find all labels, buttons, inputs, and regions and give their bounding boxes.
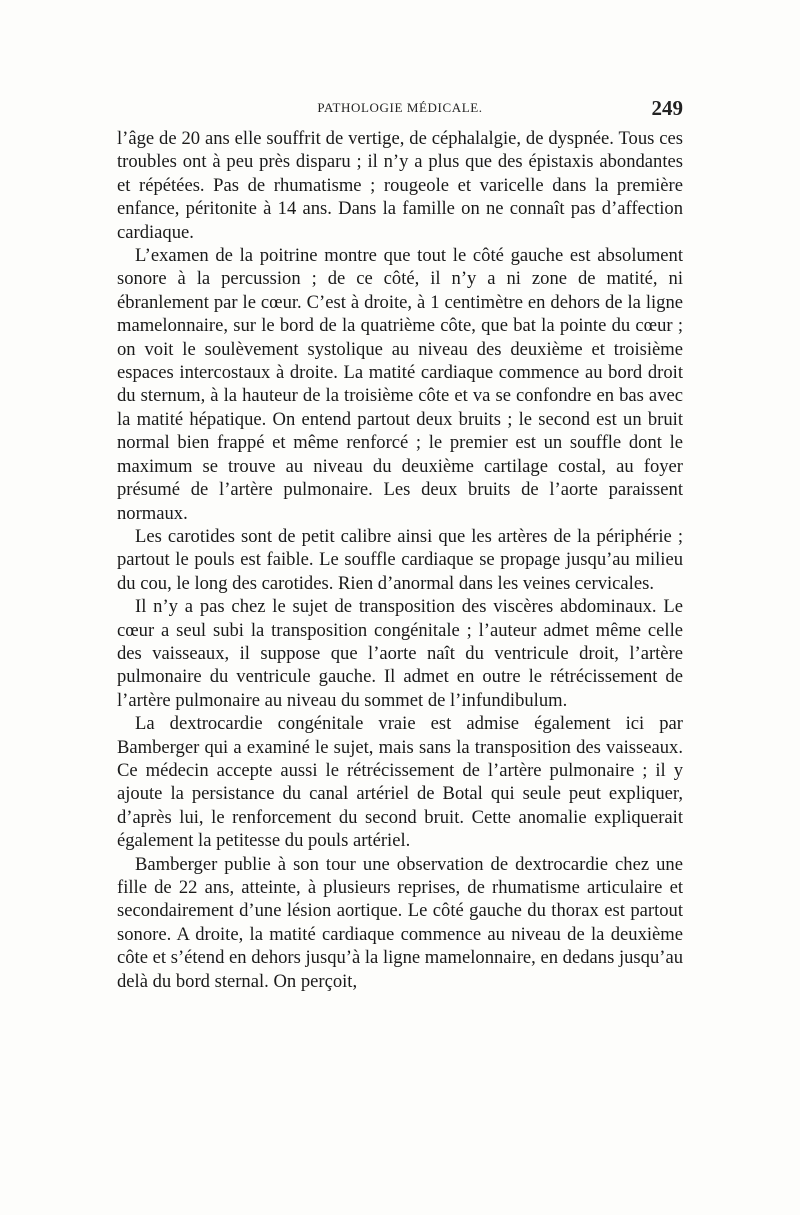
body-text	[117, 127, 683, 993]
paragraph-continuation: l’âge de 20 ans elle souffrit de vertige, de céphalalgie, de dyspnée. Tous ces troubles ont à peu près disparu ; il n’y a plus que des épistaxis abondantes et répétées. Pas de rhumatisme ; rougeole et varicelle dans la première enfance, péritonite à 14 ans. Dans la famille on ne connaît pas d’affection cardiaque.	[117, 128, 683, 243]
paragraph-transposition: Il n’y a pas chez le sujet de transposition des viscères abdominaux. Le cœur a seul subi la transposition congénitale ; l’auteur admet même celle des vaisseaux, il suppose que l’aorte naît du ventricule droit, l’artère pulmonaire du ventricule gauche. Il admet en outre le rétrécissement de l’artère pulmonaire au niveau du sommet de l’infundibulum.	[117, 596, 683, 711]
paragraph-dextrocardia: La dextrocardie congénitale vraie est admise également ici par Bamberger qui a examiné le sujet, mais sans la transposition des vaisseaux. Ce médecin accepte aussi le rétrécissement de l’artère pulmonaire ; il y ajoute la persistance du canal artériel de Botal qui seule peut expliquer, d’après lui, le renforcement du second bruit. Cette anomalie expliquerait également la petitesse du pouls artériel.	[117, 713, 683, 852]
page-number: 249	[651, 96, 683, 120]
paragraph-bamberger-observation: Bamberger publie à son tour une observation de dextrocardie chez une fille de 22 ans, atteinte, à plusieurs reprises, de rhumatisme articulaire et secondairement d’une lésion aortique. Le côté gauche du thorax est partout sonore. A droite, la matité cardiaque commence au niveau de la deuxième côte et s’étend en dehors jusqu’à la ligne mamelonnaire, en dedans jusqu’au delà du bord sternal. On perçoit,	[117, 853, 683, 992]
paragraph-chest-examination: L’examen de la poitrine montre que tout le côté gauche est absolument sonore à la percussion ; de ce côté, il n’y a ni zone de matité, ni ébranlement par le cœur. C’est à droite, à 1 centimètre en dehors de la ligne mamelonnaire, sur le bord de la quatrième côte, que bat la pointe du cœur ; on voit le soulèvement systolique au niveau des deuxième et troisième espaces intercostaux à droite. La matité cardiaque commence au bord droit du sternum, à la hauteur de la troisième côte et va se confondre en bas avec la matité hépatique. On entend partout deux bruits ; le second est un bruit normal bien frappé et même renforcé ; le premier est un souffle dont le maximum se trouve au niveau du deuxième cartilage costal, au foyer présumé de l’artère pulmonaire. Les deux bruits de l’aorte paraissent normaux.	[117, 245, 683, 524]
running-title: PATHOLOGIE MÉDICALE.	[317, 100, 483, 115]
running-header	[117, 96, 683, 124]
paragraph-carotids: Les carotides sont de petit calibre ainsi que les artères de la périphérie ; partout le pouls est faible. Le souffle cardiaque se propage jusqu’au milieu du cou, le long des carotides. Rien d’anormal dans les veines cervicales.	[117, 525, 683, 594]
